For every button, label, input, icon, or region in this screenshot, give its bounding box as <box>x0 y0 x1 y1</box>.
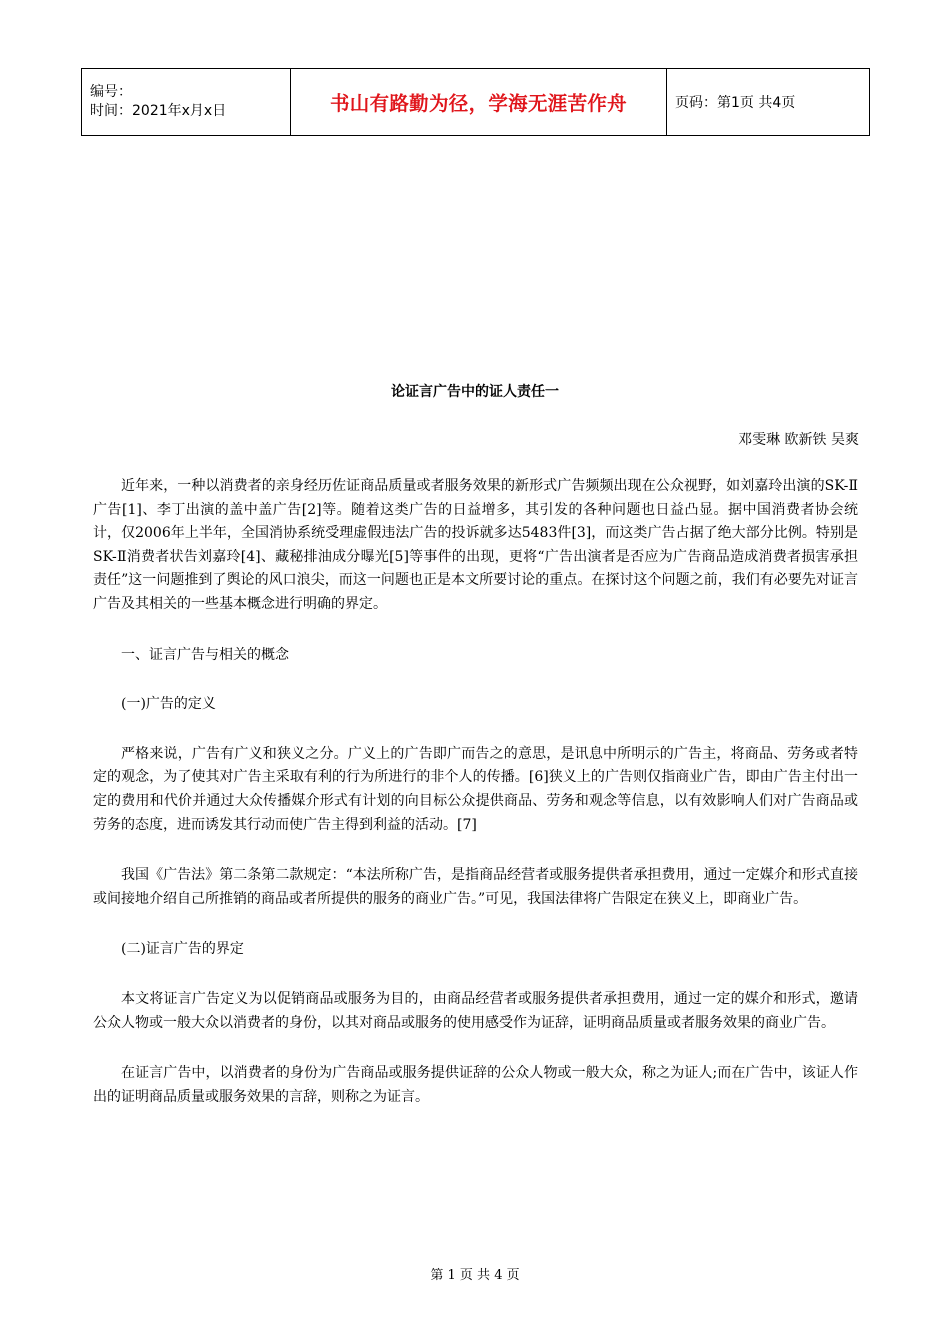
section-heading-1: 一、证言广告与相关的概念 <box>121 646 289 663</box>
document-authors: 邓雯琳 欧新铁 吴爽 <box>738 432 859 448</box>
paragraph-testimonial-definition: 本文将证言广告定义为以促销商品或服务为目的，由商品经营者或服务提供者承担费用，通过一定的媒介和形式，邀请公众人物或一般大众以消费者的身份，以其对商品或服务的使用感受作为证辞，证明商品质量或者服务效果的商业广告。 <box>93 990 858 1031</box>
number-label: 编号： <box>90 84 132 100</box>
paragraph-ad-law: 我国《广告法》第二条第二款规定：“本法所称广告，是指商品经营者或服务提供者承担费用，通过一定媒介和形式直接或间接地介绍自己所推销的商品或者所提供的服务的商业广告。”可见，我国法律将广告限定在狭义上，即商业广告。 <box>93 867 858 907</box>
paragraph-witness-definition: 在证言广告中，以消费者的身份为广告商品或服务提供证辞的公众人物或一般大众，称之为证人;而在广告中，该证人作出的证明商品质量或服务效果的言辞，则称之为证言。 <box>93 1065 858 1105</box>
paragraph-ad-definition: 严格来说，广告有广义和狭义之分。广义上的广告即广而告之的意思，是讯息中所明示的广告主，将商品、劳务或者特定的观念，为了使其对广告主采取有利的行为所进行的非个人的传播。[6]狭义上的广告则仅指商业广告，即由广告主付出一定的费用和代价并通过大众传播媒介形式有计划的向目标公众提供商品、劳务和观念等信息，以有效影响人们对广告商品或劳务的态度，进而诱发其行动而使广告主得到利益的活动。[7] <box>93 745 858 833</box>
page-footer: 第 1 页 共 4 页 <box>430 1268 520 1283</box>
header-info-cell <box>82 69 291 136</box>
document-body <box>93 475 858 1136</box>
header-motto: 书山有路勤为径，学海无涯苦作舟 <box>291 69 667 136</box>
document-header <box>81 68 870 136</box>
time-label: 时间：2021年x月x日 <box>90 103 227 119</box>
header-page-code: 页码：第1页 共4页 <box>667 69 870 136</box>
subsection-heading-2: (二)证言广告的界定 <box>121 941 244 958</box>
document-title: 论证言广告中的证人责任一 <box>391 384 559 400</box>
subsection-heading-1: (一)广告的定义 <box>121 696 216 713</box>
paragraph-intro: 近年来，一种以消费者的亲身经历佐证商品质量或者服务效果的新形式广告频频出现在公众视野，如刘嘉玲出演的SK-Ⅱ广告[1]、李丁出演的盖中盖广告[2]等。随着这类广告的日益增多，其引发的各种问题也日益凸显。据中国消费者协会统计，仅2006年上半年，全国消协系统受理虚假违法广告的投诉就多达5483件[3]，而这类广告占据了绝大部分比例。特别是SK-Ⅱ消费者状告刘嘉玲[4]、藏秘排油成分曝光[5]等事件的出现，更将“广告出演者是否应为广告商品造成消费者损害承担责任”这一问题推到了舆论的风口浪尖，而这一问题也正是本文所要讨论的重点。在探讨这个问题之前，我们有必要先对证言广告及其相关的一些基本概念进行明确的界定。 <box>93 478 858 612</box>
